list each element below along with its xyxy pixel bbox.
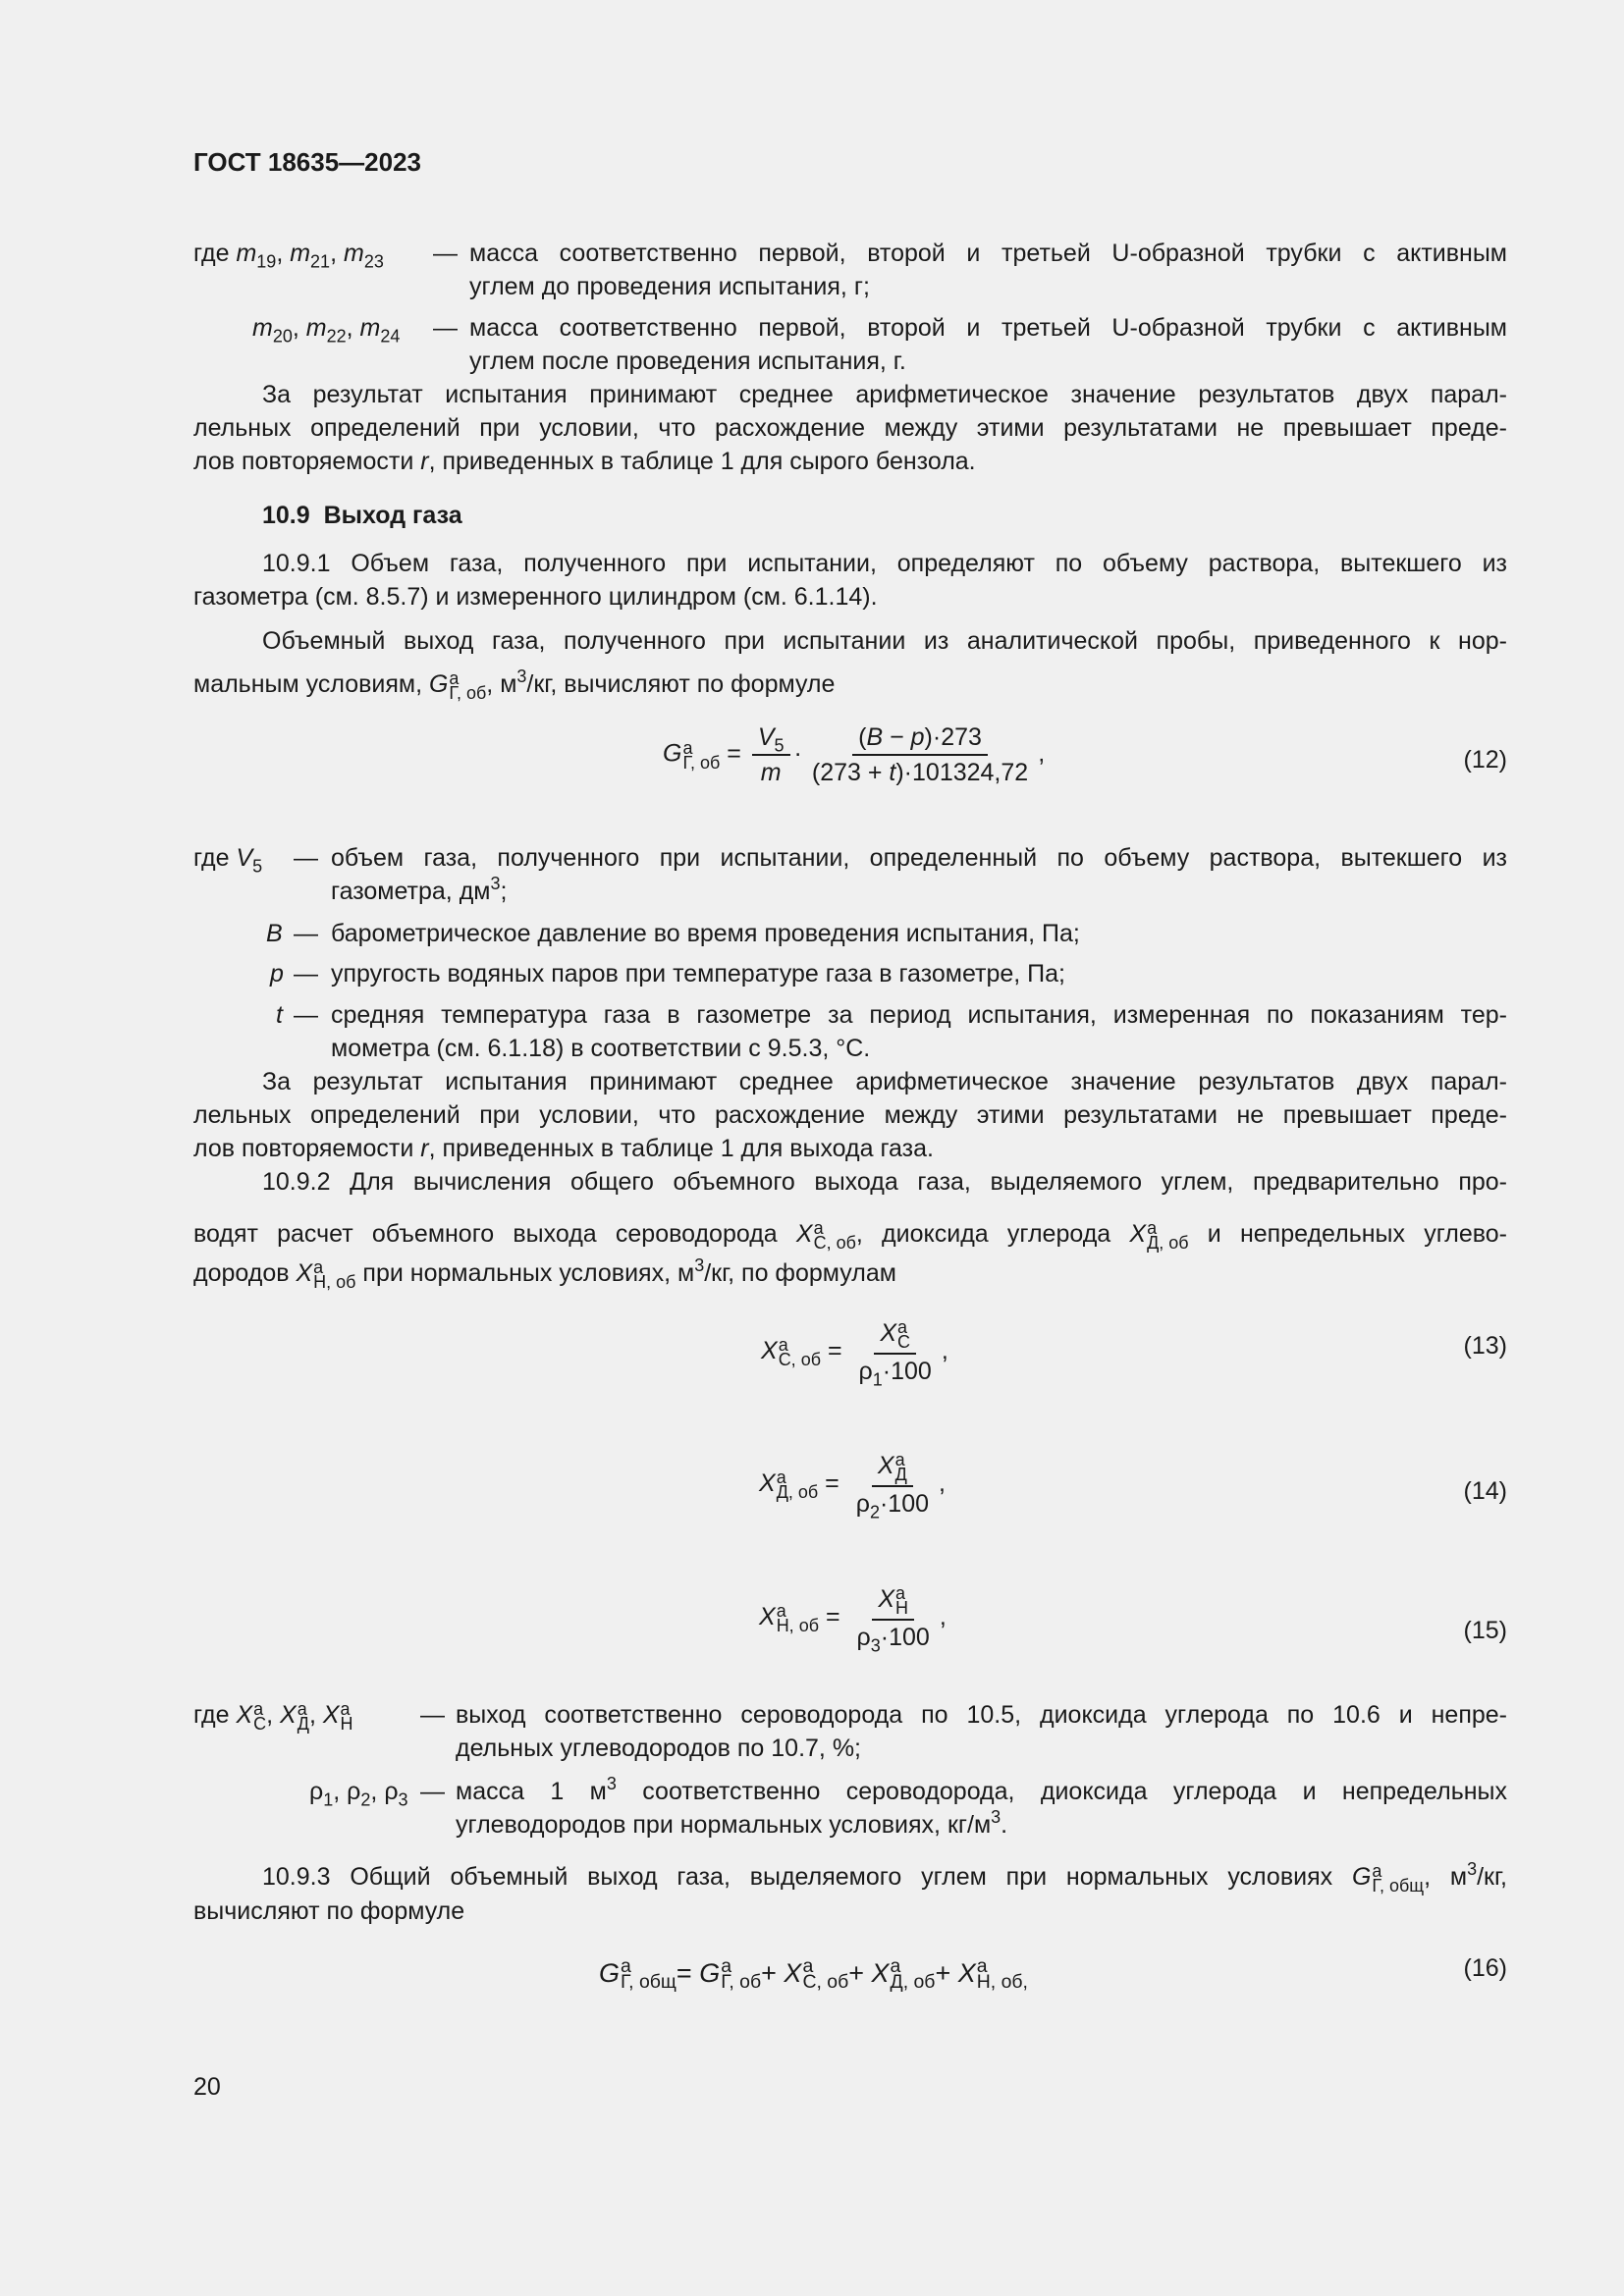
var: m xyxy=(343,240,364,267)
superscript: a xyxy=(778,1335,788,1355)
eq-sign: = xyxy=(827,1337,842,1365)
var: G xyxy=(699,1958,721,1989)
paragraph-line xyxy=(193,445,976,478)
subscript: Г, об xyxy=(721,1971,762,1994)
plus-sign: + xyxy=(935,1958,951,1989)
var: r xyxy=(420,448,429,475)
paragraph-line xyxy=(193,1256,896,1291)
text: 10.9.3 Общий объемный выход газа, выделяемого углем при нормальных условиях xyxy=(262,1863,1352,1891)
supsub xyxy=(779,1336,821,1368)
superscript: a xyxy=(802,1955,814,1977)
superscript: a xyxy=(890,1955,901,1977)
supsub xyxy=(1147,1219,1189,1252)
subscript: Д, об xyxy=(1147,1232,1189,1253)
supsub xyxy=(313,1258,355,1291)
superscript: a xyxy=(894,1450,905,1469)
text: ρ xyxy=(855,1490,870,1518)
text: лов повторяемости xyxy=(193,1135,421,1162)
dash: — xyxy=(420,1701,445,1729)
subscript: С xyxy=(253,1713,267,1734)
term-vars: $\rho_1$, $\rho_2$, $\rho_3$ xyxy=(309,1778,408,1810)
text: лов повторяемости xyxy=(193,448,421,475)
text: )·101324,72 xyxy=(895,759,1029,786)
var: X xyxy=(878,1585,895,1614)
where-label xyxy=(193,841,262,875)
term-var xyxy=(270,957,284,990)
var: m xyxy=(359,314,381,342)
paragraph-line: 10.9.2 Для вычисления общего объемного выхода газа, выделяемого углем, предварительно про- xyxy=(262,1168,1507,1196)
paragraph-line: газометра (см. 8.5.7) и измеренного цилиндром (см. 6.1.14). xyxy=(193,583,878,611)
supsub xyxy=(814,1219,856,1252)
dash: — xyxy=(294,920,318,947)
text: водят расчет объемного выхода сероводорода xyxy=(193,1220,796,1248)
text: , приведенных в таблице 1 для выхода газа. xyxy=(428,1135,934,1162)
where-word: где xyxy=(193,844,230,872)
text: , диоксида углерода xyxy=(855,1220,1130,1248)
term-description: мометра (см. 6.1.18) в соответствии с 9.5.3, °С. xyxy=(331,1035,871,1062)
text: , приведенных в таблице 1 для сырого бензола. xyxy=(428,448,976,475)
text: и непредельных углево- xyxy=(1188,1220,1508,1248)
subscript: 19 xyxy=(256,251,277,272)
supsub xyxy=(253,1700,266,1733)
superscript: 3 xyxy=(1467,1859,1478,1880)
denominator xyxy=(851,1621,936,1656)
supsub xyxy=(621,1957,677,1993)
text: мальным условиям, xyxy=(193,670,429,698)
dash: — xyxy=(433,240,458,267)
subscript: Н, об, xyxy=(976,1971,1028,1994)
fraction xyxy=(851,1583,936,1656)
text: ·100 xyxy=(880,1624,930,1651)
fraction xyxy=(752,722,790,787)
superscript: a xyxy=(897,1317,908,1337)
superscript: a xyxy=(721,1955,732,1977)
superscript: a xyxy=(449,667,460,688)
var: X xyxy=(759,1469,776,1498)
paragraph-line: За результат испытания принимают среднее арифметическое значение результатов двух парал- xyxy=(262,381,1507,408)
text: ρ xyxy=(384,1778,399,1805)
where-label xyxy=(193,1698,353,1733)
supsub xyxy=(682,739,720,772)
superscript: a xyxy=(776,1601,786,1621)
subscript: 20 xyxy=(272,326,293,347)
where-label: где $m_{19}$, $m_{21}$, $m_{23}$ xyxy=(193,240,384,272)
paragraph-line xyxy=(193,667,835,702)
text: ( xyxy=(858,723,867,751)
equation-number: (13) xyxy=(1463,1332,1507,1360)
term-description: средняя температура газа в газометре за период испытания, измеренная по показаниям тер- xyxy=(331,1001,1507,1029)
paragraph-line xyxy=(262,1860,1507,1895)
term-description xyxy=(456,1775,1507,1808)
supsub xyxy=(341,1700,353,1733)
dash: — xyxy=(420,1778,445,1805)
text: ·100 xyxy=(879,1490,930,1518)
dash: — xyxy=(294,960,318,988)
dot: · xyxy=(793,739,802,768)
var: X xyxy=(280,1701,297,1729)
plus-sign: + xyxy=(761,1958,777,1989)
superscript: a xyxy=(340,1698,351,1719)
eq-sign: = xyxy=(825,1603,840,1631)
text: ρ xyxy=(309,1778,324,1805)
subscript: 1 xyxy=(872,1369,883,1390)
text: /кг, вычисляют по формуле xyxy=(526,670,836,698)
paragraph-line: Объемный выход газа, полученного при испытании из аналитической пробы, приведенного к нор- xyxy=(262,627,1507,655)
text: ρ xyxy=(347,1778,361,1805)
equation-16 xyxy=(599,1957,1028,1993)
subscript: С, об xyxy=(802,1971,849,1994)
var: m xyxy=(252,314,273,342)
var: X xyxy=(880,1319,897,1348)
var: m xyxy=(305,314,327,342)
term-description: углем после проведения испытания, г. xyxy=(469,347,906,375)
numerator xyxy=(852,722,988,756)
var: X xyxy=(761,1337,778,1365)
page-number: 20 xyxy=(193,2073,221,2101)
fraction xyxy=(853,1317,938,1390)
subscript: Н, об xyxy=(776,1616,820,1635)
supsub xyxy=(777,1602,819,1634)
subscript: 23 xyxy=(363,251,384,272)
equation-13 xyxy=(761,1317,948,1390)
section-title: Выход газа xyxy=(323,502,462,529)
var: r xyxy=(420,1135,429,1162)
equation-15 xyxy=(759,1583,947,1656)
term-description: упругость водяных паров при температуре газа в газометре, Па; xyxy=(331,960,1065,988)
subscript: 1 xyxy=(323,1789,334,1810)
text: при нормальных условиях, м xyxy=(355,1259,695,1287)
term-description: масса соответственно первой, второй и третьей U-образной трубки с активным xyxy=(469,314,1507,342)
term-var xyxy=(266,917,283,950)
var: m xyxy=(760,759,782,786)
text: масса 1 м xyxy=(456,1778,607,1805)
subscript: Г, общ xyxy=(1372,1875,1425,1896)
text: /кг, по формулам xyxy=(704,1259,896,1287)
term-vars: $m_{20}$, $m_{22}$, $m_{24}$ xyxy=(252,314,401,347)
supsub xyxy=(721,1957,761,1993)
var: B xyxy=(866,723,884,751)
var: t xyxy=(276,1001,283,1029)
text: углеводородов при нормальных условиях, кг/м xyxy=(456,1811,992,1839)
var: X xyxy=(795,1220,813,1248)
fraction xyxy=(806,722,1034,787)
superscript: a xyxy=(813,1217,824,1238)
subscript: 2 xyxy=(869,1502,880,1522)
supsub xyxy=(895,1451,907,1483)
var: X xyxy=(296,1259,313,1287)
text: ; xyxy=(500,878,508,905)
var: G xyxy=(1351,1863,1372,1891)
term-description: барометрическое давление во время проведения испытания, Па; xyxy=(331,920,1080,947)
superscript: a xyxy=(895,1583,906,1603)
term-description: масса соответственно первой, второй и третьей U-образной трубки с активным xyxy=(469,240,1507,267)
text: ·100 xyxy=(882,1358,932,1385)
superscript: a xyxy=(621,1955,631,1977)
superscript: 3 xyxy=(490,874,501,894)
text: , xyxy=(1038,739,1046,768)
term-var xyxy=(276,998,283,1032)
subscript: Г, об xyxy=(449,682,487,703)
supsub xyxy=(777,1468,819,1501)
var: X xyxy=(957,1958,976,1989)
section-number: 10.9 xyxy=(262,502,310,529)
superscript: a xyxy=(297,1698,307,1719)
subscript: С, об xyxy=(778,1350,822,1369)
var: m xyxy=(236,240,257,267)
eq-sign: = xyxy=(727,739,741,768)
subscript: Н xyxy=(895,1598,909,1618)
var: m xyxy=(290,240,311,267)
subscript: 5 xyxy=(252,856,263,877)
supsub xyxy=(897,1318,910,1351)
supsub xyxy=(298,1700,309,1733)
term-description: дельных углеводородов по 10.7, %; xyxy=(456,1735,861,1762)
subscript: Г, общ xyxy=(621,1971,677,1994)
paragraph-line: лельных определений при условии, что расхождение между этими результатами не превышает преде- xyxy=(193,1101,1507,1129)
fraction xyxy=(850,1450,935,1522)
paragraph-line xyxy=(193,1132,934,1165)
text: (273 + xyxy=(811,759,890,786)
superscript: a xyxy=(1147,1217,1158,1238)
subscript: С, об xyxy=(813,1232,856,1253)
var: B xyxy=(266,920,283,947)
subscript: Г, об xyxy=(682,752,721,773)
text: дородов xyxy=(193,1259,297,1287)
subscript: Н, об xyxy=(313,1271,356,1292)
var: V xyxy=(236,844,253,872)
subscript: 2 xyxy=(360,1789,371,1810)
equation-number: (12) xyxy=(1463,746,1507,774)
var: p xyxy=(270,960,284,988)
denominator xyxy=(853,1355,938,1390)
text: , xyxy=(308,1701,323,1729)
text: , м xyxy=(1424,1863,1468,1891)
var: X xyxy=(759,1603,776,1631)
superscript: 3 xyxy=(694,1255,705,1276)
superscript: a xyxy=(313,1256,324,1277)
var: X xyxy=(236,1701,253,1729)
subscript: Н xyxy=(340,1713,353,1734)
dash: — xyxy=(433,314,458,342)
var: G xyxy=(663,739,682,768)
equation-12 xyxy=(663,722,1045,787)
denominator xyxy=(806,756,1034,787)
superscript: 3 xyxy=(606,1774,617,1794)
text: соответственно сероводорода, диоксида углерода и непредельных xyxy=(616,1778,1507,1805)
text: /кг, xyxy=(1477,1863,1507,1891)
var: X xyxy=(871,1958,890,1989)
term-description: выход соответственно сероводорода по 10.5, диоксида углерода по 10.6 и непре- xyxy=(456,1701,1507,1729)
numerator xyxy=(872,1451,913,1487)
supsub xyxy=(891,1957,936,1993)
superscript: a xyxy=(1372,1860,1382,1881)
numerator xyxy=(874,1318,916,1355)
section-heading xyxy=(262,499,462,532)
subscript: Д xyxy=(297,1713,309,1734)
superscript: a xyxy=(682,737,693,758)
paragraph-line: За результат испытания принимают среднее арифметическое значение результатов двух парал- xyxy=(262,1068,1507,1095)
term-description xyxy=(331,875,507,908)
text: . xyxy=(1001,1811,1008,1839)
paragraph-line: вычисляют по формуле xyxy=(193,1897,465,1925)
text: , xyxy=(941,1337,948,1365)
var: V xyxy=(757,723,775,751)
var: t xyxy=(889,759,896,786)
supsub xyxy=(1372,1862,1424,1895)
subscript: 5 xyxy=(774,735,785,756)
subscript: Д, об xyxy=(890,1971,936,1994)
var: X xyxy=(877,1452,894,1480)
superscript: a xyxy=(253,1698,264,1719)
superscript: a xyxy=(776,1468,786,1487)
text: )·273 xyxy=(924,723,982,751)
subscript: 3 xyxy=(870,1635,881,1656)
subscript: 3 xyxy=(398,1789,408,1810)
supsub xyxy=(802,1957,848,1993)
supsub xyxy=(977,1957,1028,1993)
where-word: где xyxy=(193,240,230,267)
subscript: 24 xyxy=(380,326,401,347)
equation-number: (15) xyxy=(1463,1617,1507,1644)
eq-sign: = xyxy=(825,1469,839,1498)
var: X xyxy=(1129,1220,1147,1248)
var: G xyxy=(428,670,449,698)
paragraph-line: лельных определений при условии, что расхождение между этими результатами не превышает преде- xyxy=(193,414,1507,442)
superscript: a xyxy=(976,1955,988,1977)
subscript: 21 xyxy=(310,251,331,272)
var: G xyxy=(599,1958,621,1989)
subscript: 22 xyxy=(326,326,347,347)
document-header: ГОСТ 18635—2023 xyxy=(193,147,421,177)
term-description xyxy=(456,1808,1007,1842)
subscript: Д xyxy=(894,1465,907,1484)
var: X xyxy=(784,1958,802,1989)
var: X xyxy=(322,1701,340,1729)
where-word: где xyxy=(193,1701,230,1729)
denominator xyxy=(755,756,787,787)
text: ρ xyxy=(856,1624,871,1651)
text: − xyxy=(883,723,911,751)
dash: — xyxy=(294,1001,318,1029)
subscript: С xyxy=(897,1332,911,1352)
text: газометра, дм xyxy=(331,878,491,905)
numerator xyxy=(872,1584,914,1621)
paragraph-line xyxy=(193,1217,1507,1252)
equation-number: (14) xyxy=(1463,1477,1507,1505)
supsub xyxy=(449,669,486,702)
text: , xyxy=(939,1603,947,1631)
term-description: объем газа, полученного при испытании, определенный по объему раствора, вытекшего из xyxy=(331,844,1507,872)
text: ρ xyxy=(858,1358,873,1385)
text: , xyxy=(939,1469,946,1498)
term-description: углем до проведения испытания, г; xyxy=(469,273,870,300)
var: p xyxy=(910,723,925,751)
subscript: Д, об xyxy=(776,1482,819,1502)
supsub xyxy=(895,1584,908,1617)
equation-number: (16) xyxy=(1463,1954,1507,1982)
eq-sign: = xyxy=(676,1958,692,1989)
numerator xyxy=(752,722,790,756)
superscript: 3 xyxy=(516,667,527,687)
denominator xyxy=(850,1487,935,1522)
dash: — xyxy=(294,844,318,872)
equation-14 xyxy=(759,1450,946,1522)
plus-sign: + xyxy=(848,1958,864,1989)
superscript: 3 xyxy=(991,1807,1001,1828)
text: , м xyxy=(486,670,517,698)
text: , xyxy=(266,1701,281,1729)
paragraph-line: 10.9.1 Объем газа, полученного при испытании, определяют по объему раствора, вытекшего из xyxy=(262,550,1507,577)
